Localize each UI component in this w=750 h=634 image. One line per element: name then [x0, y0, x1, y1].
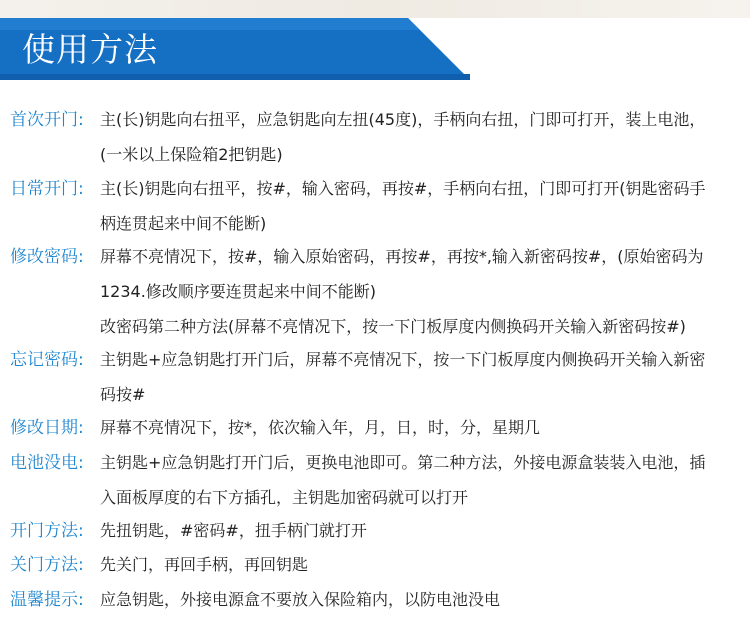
instruction-text-line: 柄连贯起来中间不能断): [100, 214, 267, 233]
instruction-text-line: 改密码第二种方法(屏幕不亮情况下，按一下门板厚度内侧换码开关输入新密码按#): [100, 317, 686, 336]
instruction-label: 忘记密码:: [10, 350, 84, 370]
instruction-label: 修改日期:: [10, 418, 84, 438]
instruction-text-line: (一米以上保险箱2把钥匙): [100, 145, 283, 164]
instruction-label: 开门方法:: [10, 521, 84, 541]
instruction-text-line: 先关门，再回手柄，再回钥匙: [100, 555, 309, 574]
instruction-label: 电池没电:: [10, 453, 84, 473]
instruction-text-line: 主钥匙+应急钥匙打开门后，屏幕不亮情况下，按一下门板厚度内侧换码开关输入新密: [100, 350, 706, 369]
instruction-text-line: 应急钥匙，外接电源盒不要放入保险箱内，以防电池没电: [100, 590, 501, 609]
instruction-text-line: 码按#: [100, 385, 146, 404]
instruction-text-line: 主(长)钥匙向右扭平，应急钥匙向左扭(45度)，手柄向右扭，门即可打开，装上电池，: [100, 110, 706, 129]
instruction-text-line: 屏幕不亮情况下，按*，依次输入年，月，日，时，分，星期几: [100, 418, 541, 437]
page-title: 使用方法: [22, 30, 158, 69]
instruction-text-line: 先扭钥匙，#密码#，扭手柄门就打开: [100, 521, 367, 540]
instruction-text-line: 1234.修改顺序要连贯起来中间不能断): [100, 282, 377, 301]
instruction-label: 关门方法:: [10, 555, 84, 575]
top-decorative-strip: [0, 0, 750, 18]
instruction-label: 温馨提示:: [10, 590, 84, 610]
instruction-label: 日常开门:: [10, 179, 84, 199]
instruction-text-line: 主(长)钥匙向右扭平，按#，输入密码，再按#，手柄向右扭，门即可打开(钥匙密码手: [100, 179, 706, 198]
section-header-banner: [0, 18, 470, 80]
instruction-text-line: 屏幕不亮情况下，按#，输入原始密码，再按#，再按*,输入新密码按#，(原始密码为: [100, 247, 704, 266]
instruction-text-line: 主钥匙+应急钥匙打开门后，更换电池即可。第二种方法，外接电源盒装装入电池，插: [100, 453, 706, 472]
instruction-label: 修改密码:: [10, 247, 84, 267]
instruction-label: 首次开门:: [10, 110, 84, 130]
instruction-text-line: 入面板厚度的右下方插孔，主钥匙加密码就可以打开: [100, 488, 469, 507]
